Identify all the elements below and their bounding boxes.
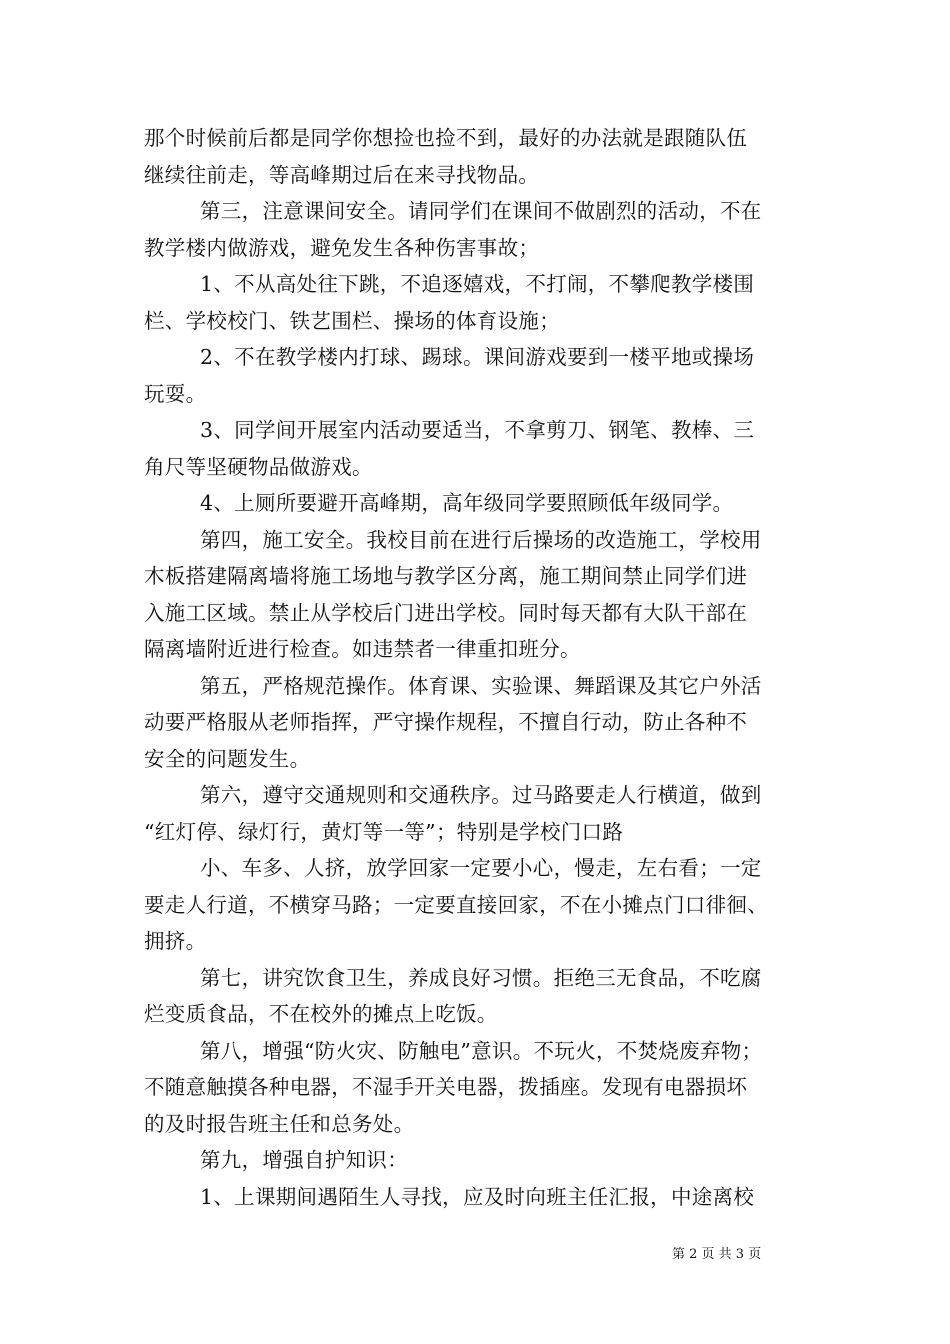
text-line: 1、不从高处往下跳，不追逐嬉戏，不打闹，不攀爬教学楼围 xyxy=(200,272,755,296)
text-line: 拥挤。 xyxy=(144,929,207,953)
text-line: 第五，严格规范操作。体育课、实验课、舞蹈课及其它户外活 xyxy=(200,673,762,698)
text-line: 小、车多、人挤，放学回家一定要小心，慢走，左右看；一定 xyxy=(200,856,762,880)
text-line: 继续往前走，等高峰期过后在来寻找物品。 xyxy=(144,162,540,187)
text-line: 安全的问题发生。 xyxy=(144,746,311,771)
text-line: 教学楼内做游戏，避免发生各种伤害事故； xyxy=(144,235,540,260)
text-line: 3、同学间开展室内活动要适当，不拿剪刀、钢笔、教棒、三 xyxy=(200,418,755,442)
text-line: 2、不在教学楼内打球、踢球。课间游戏要到一楼平地或操场 xyxy=(200,345,755,369)
text-line: 隔离墙附近进行检查。如违禁者一律重扣班分。 xyxy=(144,637,581,661)
text-line: 第六，遵守交通规则和交通秩序。过马路要走人行横道，做到 xyxy=(200,783,762,807)
text-line: 动要严格服从老师指挥，严守操作规程，不擅自行动，防止各种不 xyxy=(144,710,748,734)
text-line: 木板搭建隔离墙将施工场地与教学区分离，施工期间禁止同学们进 xyxy=(144,564,748,588)
document-body xyxy=(144,120,814,1215)
text-line: 4、上厕所要避开高峰期，高年级同学要照顾低年级同学。 xyxy=(200,491,734,515)
text-line: 第七，讲究饮食卫生，养成良好习惯。拒绝三无食品，不吃腐 xyxy=(200,965,762,990)
text-line: “红灯停、绿灯行，黄灯等一等”；特别是学校门口路 xyxy=(144,819,624,844)
text-line: 第九，增强自护知识： xyxy=(200,1148,408,1172)
text-line: 那个时候前后都是同学你想捡也捡不到，最好的办法就是跟随队伍 xyxy=(144,126,748,150)
text-line: 不随意触摸各种电器，不湿手开关电器，拨插座。发现有电器损坏 xyxy=(144,1075,748,1099)
text-line: 第三，注意课间安全。请同学们在课间不做剧烈的活动，不在 xyxy=(200,199,762,223)
text-line: 要走人行道，不横穿马路；一定要直接回家，不在小摊点门口徘徊、 xyxy=(144,892,768,917)
text-line: 第四，施工安全。我校目前在进行后操场的改造施工，学校用 xyxy=(200,527,762,552)
text-line: 第八，增强“防火灾、防触电”意识。不玩火，不焚烧废弃物； xyxy=(200,1038,763,1063)
text-line: 入施工区域。禁止从学校后门进出学校。同时每天都有大队干部在 xyxy=(144,600,748,625)
text-line: 的及时报告班主任和总务处。 xyxy=(144,1111,415,1136)
text-line: 1、上课期间遇陌生人寻找，应及时向班主任汇报，中途离校 xyxy=(200,1184,755,1209)
text-line: 栏、学校校门、铁艺围栏、操场的体育设施； xyxy=(144,308,560,333)
page-number-footer: 第 2 页 共 3 页 xyxy=(672,1247,762,1262)
text-line: 玩耍。 xyxy=(144,381,207,406)
text-line: 烂变质食品，不在校外的摊点上吃饭。 xyxy=(144,1002,498,1026)
text-line: 角尺等坚硬物品做游戏。 xyxy=(144,454,373,479)
